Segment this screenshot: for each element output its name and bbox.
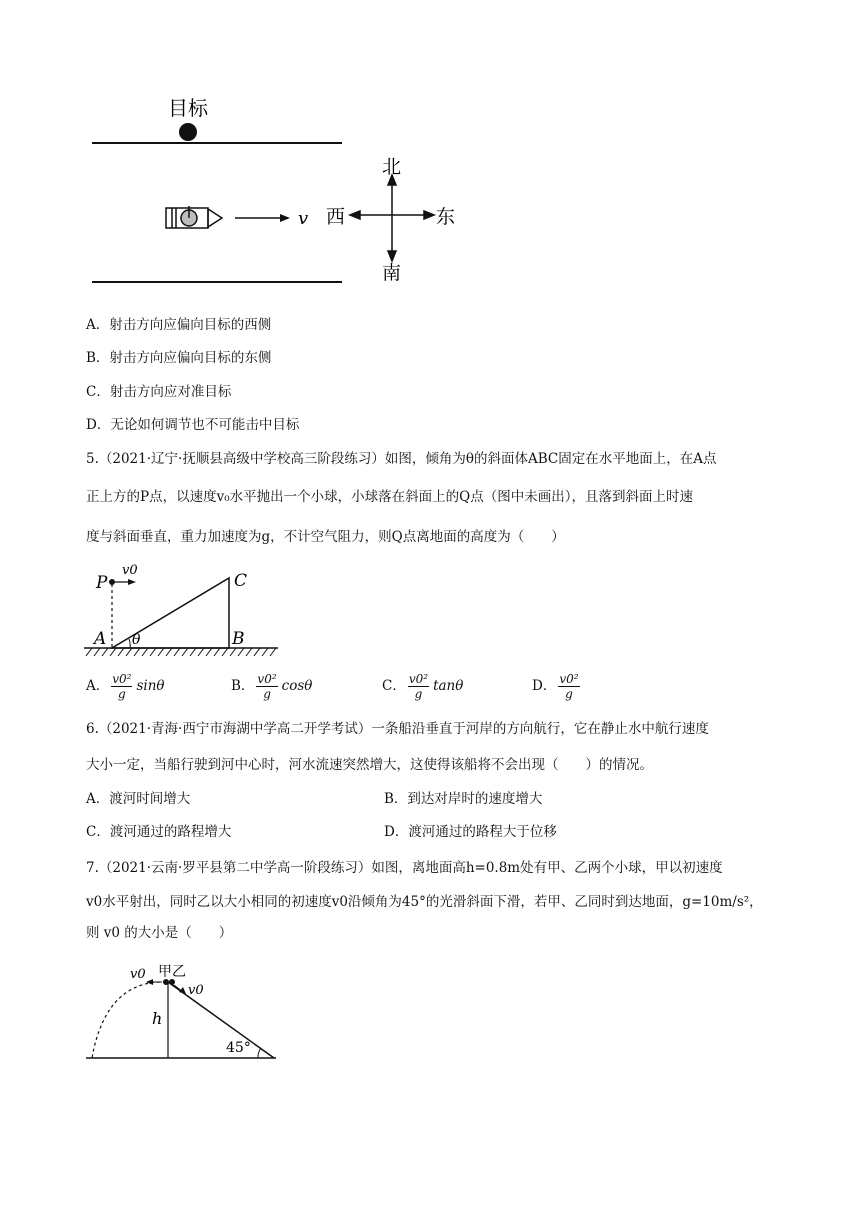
compass-north: 北 — [382, 156, 402, 178]
q4-option-c: C．射击方向应对准目标 — [86, 384, 232, 400]
compass-west: 西 — [326, 206, 346, 228]
boat-icon — [166, 206, 222, 228]
q4-option-d: D．无论如何调节也不可能击中目标 — [86, 417, 300, 433]
q6-option-c: C．渡河通过的路程增大 — [86, 824, 232, 840]
incline-figure — [84, 562, 284, 662]
svg-text:C: C — [234, 571, 248, 591]
velocity-label: v — [298, 208, 309, 229]
incline-triangle — [112, 578, 229, 648]
svg-text:v0: v0 — [130, 967, 146, 982]
compass-south: 南 — [382, 262, 402, 284]
q5-option-b: B． $\frac{\text{v0²}}{g}$ cosθ — [231, 672, 313, 701]
compass-icon — [350, 175, 434, 261]
velocity-arrowhead — [280, 214, 290, 222]
svg-text:P: P — [96, 573, 108, 593]
svg-text:A: A — [94, 629, 107, 649]
target-label: 目标 — [168, 96, 208, 120]
compass-east: 东 — [436, 206, 456, 228]
svg-text:B: B — [232, 629, 245, 649]
q7-line-3: 则 v0 的大小是（ ） — [86, 925, 233, 941]
svg-text:v0: v0 — [188, 983, 204, 998]
target-dot — [179, 123, 197, 141]
q7-line-1: 7.（2021·云南·罗平县第二中学高一阶段练习）如图，离地面高h=0.8m处有甲、乙两个小球，甲以初速度 — [86, 860, 723, 876]
q5-option-c: C． $\frac{\text{v0²}}{g}$ tanθ — [382, 672, 464, 701]
q4-option-b: B．射击方向应偏向目标的东侧 — [86, 350, 272, 366]
slope-line — [168, 982, 274, 1058]
svg-text:45°: 45° — [226, 1040, 251, 1056]
river-boat-figure — [80, 85, 480, 290]
q5-line-2: 正上方的P点，以速度v₀水平抛出一个小球，小球落在斜面上的Q点（图中未画出），且落到斜面上时速 — [86, 489, 693, 505]
q7-line-2: v0水平射出，同时乙以大小相同的初速度v0沿倾角为45°的光滑斜面下滑，若甲、乙同时到达地面，g=10m/s²， — [86, 894, 763, 910]
svg-text:θ: θ — [132, 632, 141, 648]
svg-text:甲乙: 甲乙 — [158, 964, 186, 980]
q5-option-a: A． $\frac{\text{v0²}}{g}$ sinθ — [86, 672, 165, 701]
q5-line-1: 5.（2021·辽宁·抚顺县高级中学校高三阶段练习）如图，倾角为θ的斜面体ABC固定在水平地面上，在A点 — [86, 451, 717, 467]
q6-option-d: D．渡河通过的路程大于位移 — [384, 824, 557, 840]
svg-text:v0: v0 — [122, 563, 138, 578]
q6-line-2: 大小一定，当船行驶到河中心时，河水流速突然增大，这使得该船将不会出现（ ）的情况。 — [86, 757, 653, 773]
q5-option-d: D． $\frac{\text{v0²}}{g}$ — [532, 672, 579, 701]
svg-text:h: h — [152, 1009, 163, 1028]
q6-line-1: 6.（2021·青海·西宁市海湖中学高二开学考试）一条船沿垂直于河岸的方向航行，它在静止水中航行速度 — [86, 721, 709, 737]
projectile-figure — [86, 960, 286, 1070]
q4-option-a: A．射击方向应偏向目标的西侧 — [86, 317, 272, 333]
q6-option-a: A．渡河时间增大 — [86, 791, 191, 807]
q6-option-b: B．到达对岸时的速度增大 — [384, 791, 543, 807]
q5-line-3: 度与斜面垂直，重力加速度为g，不计空气阻力，则Q点离地面的高度为（ ） — [86, 529, 565, 545]
